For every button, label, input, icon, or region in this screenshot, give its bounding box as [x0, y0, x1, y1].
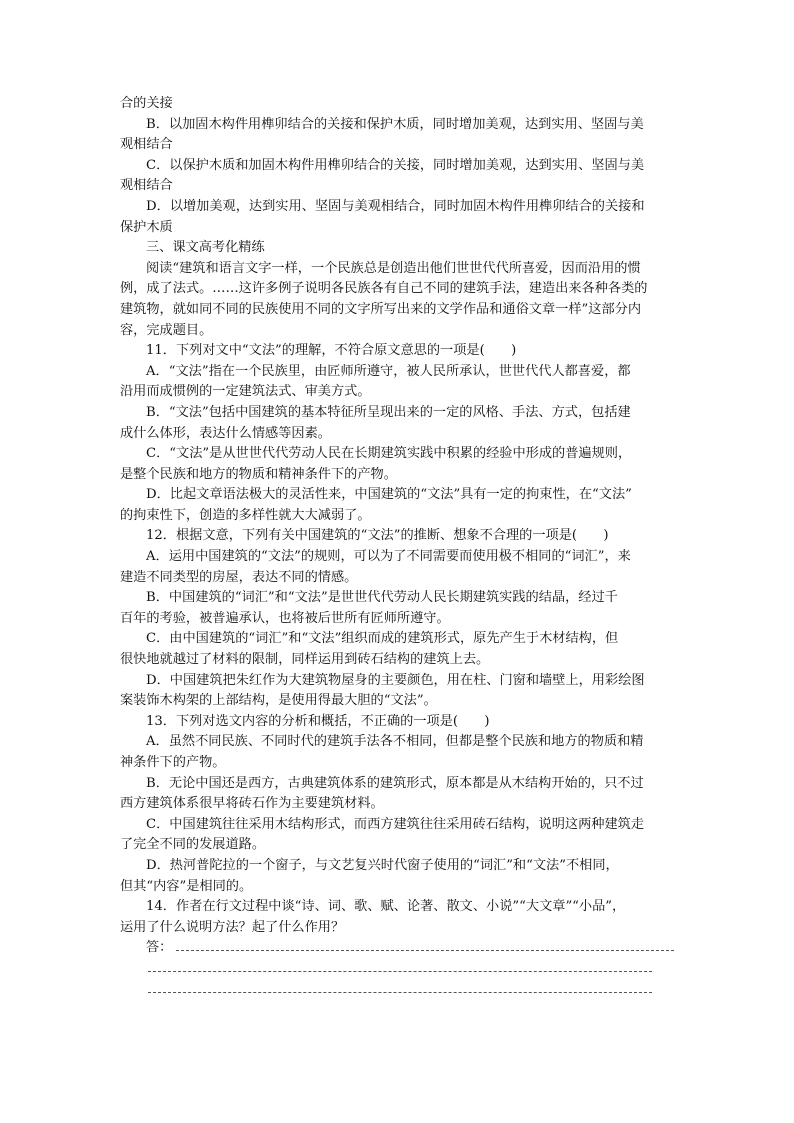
answer-line[interactable]	[176, 950, 674, 951]
text-line: 建造不同类型的房屋，表达不同的情感。	[120, 569, 358, 585]
text-line: A．虽然不同民族、不同时代的建筑手法各不相同，但都是整个民族和地方的物质和精	[146, 734, 644, 750]
text-line: 保护木质	[120, 219, 173, 235]
text-line: D．以增加美观，达到实用、坚固与美观相结合，同时加固木构件用榫卯结合的关接和	[146, 198, 645, 214]
text-line: 但其“内容”是相同的。	[120, 878, 253, 894]
text-line: 三、课文高考化精练	[146, 240, 265, 256]
answer-label: 答：	[146, 940, 173, 956]
text-line: 观相结合	[120, 178, 173, 194]
text-line: 12．根据文意，下列有关中国建筑的“文法”的推断、想象不合理的一项是( )	[146, 528, 609, 544]
text-line: 百年的考验，被普遍承认，也将被后世所有匠师所遵守。	[120, 610, 450, 626]
text-line: 案装饰木构架的上部结构，是使用得最大胆的“文法”。	[120, 693, 437, 709]
text-line: 西方建筑体系很早将砖石作为主要建筑材料。	[120, 796, 384, 812]
text-line: C．以保护木质和加固木构件用榫卯结合的关接，同时增加美观，达到实用、坚固与美	[146, 157, 645, 173]
text-line: 13．下列对选文内容的分析和概括，不正确的一项是( )	[146, 713, 490, 729]
text-line: B．以加固木构件用榫卯结合的关接和保护木质，同时增加美观，达到实用、坚固与美	[146, 116, 644, 132]
text-line: 11．下列对文中“文法”的理解，不符合原文意思的一项是( )	[146, 343, 517, 359]
text-line: 成什么体形，表达什么情感等因素。	[120, 425, 331, 441]
text-line: B．无论中国还是西方，古典建筑体系的建筑形式，原本都是从木结构开始的，只不过	[146, 775, 644, 791]
text-line: 的拘束性下，创造的多样性就大大减弱了。	[120, 507, 371, 523]
text-line: 合的关接	[120, 96, 173, 111]
text-line: 很快地就越过了材料的限制，同样运用到砖石结构的建筑上去。	[120, 652, 490, 668]
text-line: A．“文法”指在一个民族里，由匠师所遵守，被人民所承认，世世代代人都喜爱，都	[146, 363, 631, 379]
text-line: D．热河普陀拉的一个窗子，与文艺复兴时代窗子使用的“词汇”和“文法”不相同，	[146, 857, 619, 873]
answer-line[interactable]	[148, 971, 652, 972]
text-line: 阅读“建筑和语言文字一样，一个民族总是创造出他们世世代代所喜爱，因而沿用的惯	[146, 260, 641, 276]
text-line: B．中国建筑的“词汇”和“文法”是世世代代劳动人民长期建筑实践的结晶，经过千	[146, 590, 618, 606]
answer-row	[120, 980, 680, 1001]
text-line: C．“文法”是从世世代代劳动人民在长期建筑实践中积累的经验中形成的普遍规则，	[146, 446, 632, 462]
text-line: 例，成了法式。……这许多例子说明各民族各有自己不同的建筑手法，建造出来各种各类的	[120, 281, 648, 297]
text-line: 了完全不同的发展道路。	[120, 837, 266, 853]
text-line: 14．作者在行文过程中谈“诗、词、歌、赋、论著、散文、小说”“大文章”“小品”，	[146, 899, 626, 915]
text-line: 运用了什么说明方法？起了什么作用？	[120, 919, 345, 935]
text-line: D．比起文章语法极大的灵活性来，中国建筑的“文法”具有一定的拘束性，在“文法”	[146, 487, 632, 503]
text-line: 观相结合	[120, 137, 173, 153]
answer-line[interactable]	[148, 992, 652, 993]
text-line: 神条件下的产物。	[120, 755, 226, 770]
text-line: 建筑物，就如同不同的民族使用不同的文字所写出来的文学作品和通俗文章一样”这部分内	[120, 301, 642, 317]
text-line: C．中国建筑往往采用木结构形式，而西方建筑往往采用砖石结构，说明这两种建筑走	[146, 816, 645, 832]
document-body	[120, 94, 680, 1000]
text-line: B．“文法”包括中国建筑的基本特征所呈现出来的一定的风格、手法、方式，包括建	[146, 404, 631, 420]
answer-row	[120, 959, 680, 980]
text-line: D．中国建筑把朱红作为大建筑物屋身的主要颜色，用在柱、门窗和墙壁上，用彩绘图	[146, 672, 645, 688]
text-line: C．由中国建筑的“词汇”和“文法”组织而成的建筑形式，原先产生于木材结构，但	[146, 631, 619, 647]
text-line: 沿用而成惯例的一定建筑法式、审美方式。	[120, 384, 371, 400]
answer-row	[120, 938, 680, 959]
text-line: 是整个民族和地方的物质和精神条件下的产物。	[120, 466, 397, 482]
text-line: 容，完成题目。	[120, 322, 213, 338]
text-line: A．运用中国建筑的“文法”的规则，可以为了不同需要而使用极不相同的“词汇”，来	[146, 549, 631, 565]
